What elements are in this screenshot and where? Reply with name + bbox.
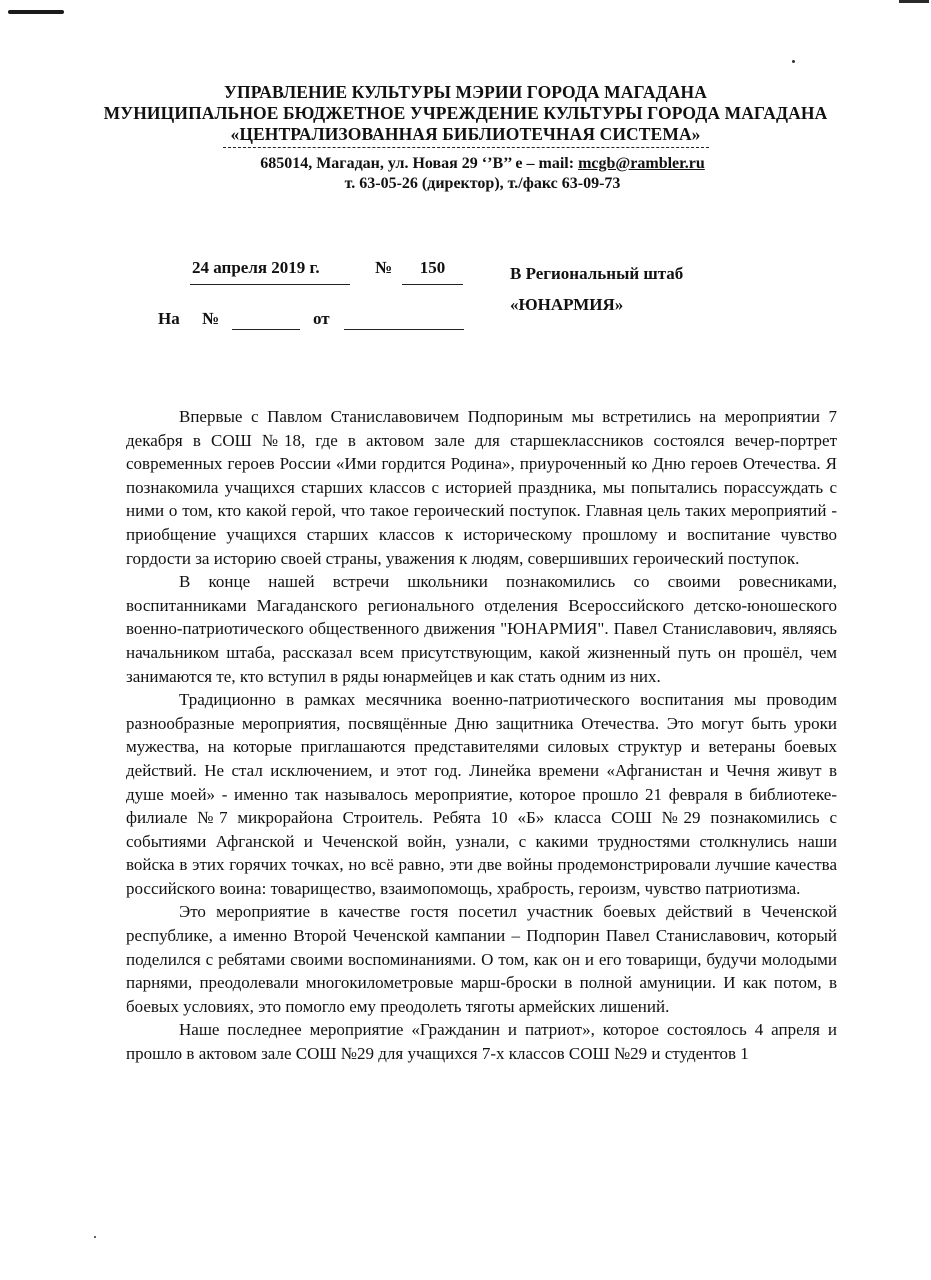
addressee xyxy=(510,258,683,320)
letterhead-phones: т. 63-05-26 (директор), т./факс 63-09-73 xyxy=(344,175,621,192)
letterhead-institution: МУНИЦИПАЛЬНОЕ БЮДЖЕТНОЕ УЧРЕЖДЕНИЕ КУЛЬТУРЫ ГОРОДА МАГАДАНА xyxy=(103,103,828,123)
body-paragraph: Впервые с Павлом Станиславовичем Подпориным мы встретились на мероприятии 7 декабря в СОШ №18, где в актовом зале для старшеклассников состоялся вечер-портрет современных героев России «Ими гордится Родина», приуроченный ко Дню героев Отечества. Я познакомила учащихся старших классов с историей праздника, мы попытались порассуждать с ними о том, кто какой герой, что такое героический поступок. Главная цель таких мероприятий - приобщение учащихся старших классов к историческому прошлому и воспитание чувство гордости за историю своей страны, уважения к людям, совершивших героический поступок. xyxy=(126,407,837,568)
scan-mark-top-right xyxy=(899,0,929,3)
outgoing-number-label: № xyxy=(375,258,393,277)
outgoing-number: 150 xyxy=(402,258,463,285)
letterhead-system-name: «ЦЕНТРАЛИЗОВАННАЯ БИБЛИОТЕЧНАЯ СИСТЕМА» xyxy=(230,124,701,144)
address-text: 685014, Магадан, ул. Новая 29 ‘’В’’ е – mail: xyxy=(260,155,579,172)
ref-label: На xyxy=(158,309,180,328)
scan-speck xyxy=(792,60,795,63)
body-paragraph: Наше последнее мероприятие «Гражданин и патриот», которое состоялось 4 апреля и прошло в актовом зале СОШ №29 для учащихся 7-х классов СОШ №29 и студентов 1 xyxy=(126,1020,837,1064)
ref-date-blank xyxy=(344,311,464,330)
scan-speck xyxy=(94,1236,96,1238)
email-link[interactable]: mcgb@rambler.ru xyxy=(578,155,705,172)
scan-mark-top-left xyxy=(8,10,64,14)
letterhead xyxy=(0,82,931,194)
body-paragraph: В конце нашей встречи школьники познакомились со своими ровесниками, воспитанниками Магаданского регионального отделения Всероссийского детско-юношеского военно-патриотического общественного движения "ЮНАРМИЯ". Павел Станиславович, являясь начальником штаба, рассказал всем присутствующим, какой жизненный путь он прошёл, чем занимаются те, кто вступил в ряды юнармейцев и как стать одним из них. xyxy=(126,572,837,686)
ref-from-label: от xyxy=(313,309,330,328)
addressee-line-1: В Региональный штаб xyxy=(510,264,684,283)
letter-body xyxy=(126,405,837,1066)
letterhead-address xyxy=(0,154,931,174)
letterhead-divider xyxy=(223,147,709,148)
addressee-line-2: «ЮНАРМИЯ» xyxy=(510,295,624,314)
outgoing-date: 24 апреля 2019 г. xyxy=(190,258,350,285)
letterhead-department: УПРАВЛЕНИЕ КУЛЬТУРЫ МЭРИИ ГОРОДА МАГАДАНА xyxy=(224,82,707,102)
body-paragraph: Это мероприятие в качестве гостя посетил участник боевых действий в Чеченской республике, а именно Второй Чеченской кампании – Подпорин Павел Станиславович, который поделился с ребятами своими воспоминаниями. О том, как он и его товарищи, будучи молодыми парнями, преодолевали многокилометровые марш-броски в полной амуниции. И как потом, в боевых условиях, это помогло ему преодолеть тяготы армейских лишений. xyxy=(126,902,837,1016)
ref-number-blank xyxy=(232,311,300,330)
body-paragraph: Традиционно в рамках месячника военно-патриотического воспитания мы проводим разнообразные мероприятия, посвящённые Дню защитника Отечества. Это могут быть уроки мужества, на которые приглашаются представителями силовых структур и ветераны боевых действий. Не стал исключением, и этот год. Линейка времени «Афганистан и Чечня живут в душе моей» - именно так называлось мероприятие, которое прошло 21 февраля в библиотеке-филиале №7 микрорайона Строитель. Ребята 10 «Б» класса СОШ №29 познакомились с событиями Афганской и Чеченской войн, узнали, с какими трудностями столкнулись наши войска в этих горячих точках, но всё равно, эти две войны продемонстрировали лучшие качества российского воина: товарищество, взаимопомощь, храбрость, героизм, чувство патриотизма. xyxy=(126,690,837,898)
ref-number-label: № xyxy=(202,309,220,328)
